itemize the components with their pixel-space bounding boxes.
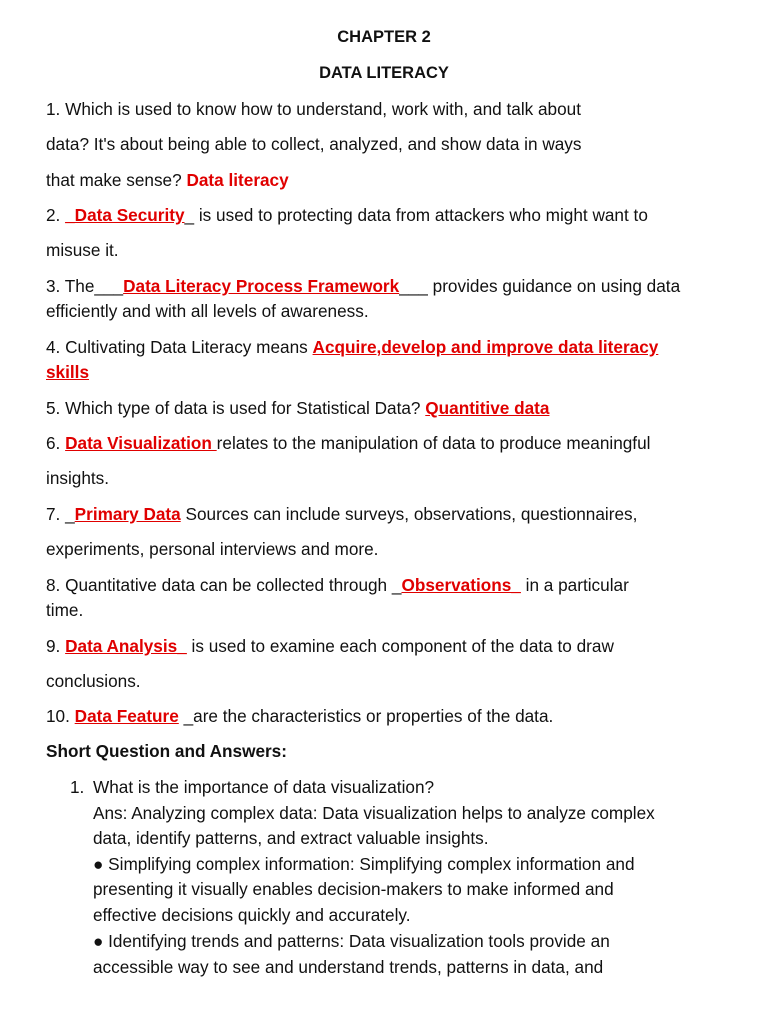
question-1-text: that make sense? (46, 170, 187, 190)
question-6-line-1 (46, 433, 650, 454)
question-3-line-2: efficiently and with all levels of awareness. (46, 301, 369, 321)
question-5-text: 5. Which type of data is used for Statistical Data? (46, 398, 426, 418)
question-3-number: 3. The___ (46, 276, 124, 296)
short-question-1: What is the importance of data visualization? (93, 777, 435, 797)
question-6-answer: Data Visualization (65, 433, 217, 453)
chapter-title: DATA LITERACY (319, 64, 449, 82)
question-9-text: is used to examine each component of the data to draw (186, 636, 614, 656)
question-2-line-1 (46, 205, 648, 226)
question-8-line-2: time. (46, 600, 84, 620)
question-7-number: 7. _ (46, 504, 75, 524)
question-10-line-1 (46, 706, 553, 727)
short-answer-line-2: data, identify patterns, and extract valuable insights. (93, 828, 489, 848)
question-9-number: 9. (46, 636, 66, 656)
question-2-number: 2. (46, 205, 66, 225)
question-4-answer-cont: skills (46, 362, 90, 382)
question-4-line-2 (46, 362, 89, 383)
short-questions-heading: Short Question and Answers: (46, 741, 287, 761)
question-10-answer: Data Feature (74, 706, 179, 726)
question-8-text: 8. Quantitative data can be collected through _ (46, 575, 402, 595)
question-9-line-2: conclusions. (46, 671, 141, 691)
question-6-line-2: insights. (46, 468, 110, 488)
short-answer-line-1: Ans: Analyzing complex data: Data visualization helps to analyze complex (93, 803, 655, 823)
short-answer-line-3: ● Simplifying complex information: Simplifying complex information and (93, 854, 635, 874)
question-2-line-2: misuse it. (46, 240, 119, 260)
question-3-line-1 (46, 276, 680, 297)
question-6-text: relates to the manipulation of data to produce meaningful (216, 433, 651, 453)
question-7-text: Sources can include surveys, observations, questionnaires, (180, 504, 638, 524)
question-3-answer: Data Literacy Process Framework (123, 276, 400, 296)
question-9-answer: Data Analysis_ (65, 636, 187, 656)
question-1-line-2: data? It's about being able to collect, analyzed, and show data in ways (46, 134, 582, 154)
question-8-text-post: in a particular (520, 575, 629, 595)
question-4-answer: Acquire,develop and improve data literacy (312, 337, 659, 357)
question-7-line-2: experiments, personal interviews and more. (46, 539, 379, 559)
short-answer-line-5: effective decisions quickly and accurately. (93, 905, 411, 925)
question-2-answer: _Data Security (65, 205, 185, 225)
question-4-text: 4. Cultivating Data Literacy means (46, 337, 313, 357)
short-answer-line-6: ● Identifying trends and patterns: Data visualization tools provide an (93, 931, 610, 951)
question-2-text: _ is used to protecting data from attackers who might want to (184, 205, 648, 225)
question-7-line-1 (46, 504, 637, 525)
question-7-answer: Primary Data (74, 504, 181, 524)
question-9-line-1 (46, 636, 614, 657)
question-10-number: 10. (46, 706, 75, 726)
question-1-answer: Data literacy (186, 170, 289, 190)
short-answer-line-7: accessible way to see and understand trends, patterns in data, and (93, 957, 604, 977)
question-5-line-1 (46, 398, 549, 419)
question-8-line-1 (46, 575, 629, 596)
question-6-number: 6. (46, 433, 66, 453)
question-8-answer: Observations_ (401, 575, 521, 595)
question-1-line-3 (46, 170, 289, 191)
question-4-line-1 (46, 337, 658, 358)
question-1-line-1: 1. Which is used to know how to understand, work with, and talk about (46, 99, 582, 119)
question-10-text: _are the characteristics or properties of the data. (178, 706, 554, 726)
chapter-heading: CHAPTER 2 (337, 28, 431, 46)
question-5-answer: Quantitive data (425, 398, 550, 418)
short-answer-line-4: presenting it visually enables decision-makers to make informed and (93, 879, 614, 899)
short-question-number: 1. (70, 777, 85, 797)
question-3-text: ___ provides guidance on using data (399, 276, 681, 296)
